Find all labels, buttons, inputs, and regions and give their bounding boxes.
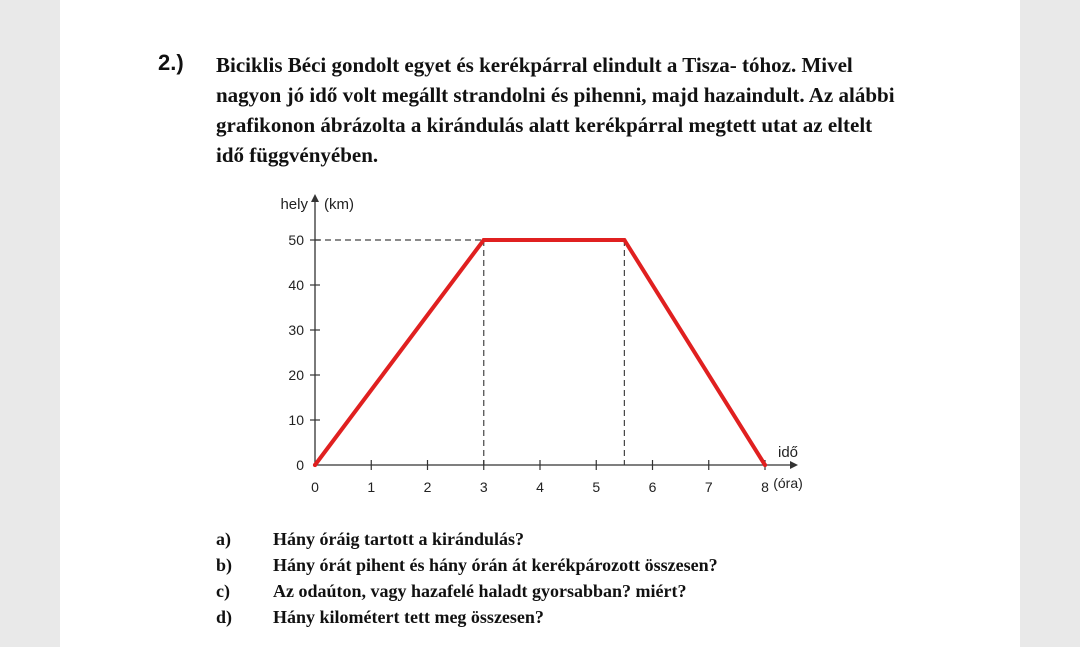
y-axis-unit: (km): [324, 196, 354, 213]
y-tick-label: 20: [288, 367, 304, 383]
data-point: [313, 463, 317, 467]
x-tick-label: 2: [423, 479, 432, 495]
y-tick-label: 40: [288, 277, 304, 293]
x-tick-label: 1: [367, 479, 376, 495]
problem-number: 2.): [158, 50, 184, 75]
distance-time-chart: [260, 185, 860, 505]
x-tick-label: 7: [704, 479, 713, 495]
y-axis-arrow: [311, 194, 319, 202]
x-axis-unit: (óra): [773, 475, 803, 491]
problem-line: nagyon jó idő volt megállt strandolni és pihenni, majd hazaindult. Az alábbi: [216, 83, 895, 107]
problem-line: idő függvényében.: [216, 143, 379, 167]
series-line: [315, 240, 765, 465]
x-tick-label: 5: [592, 479, 601, 495]
x-axis-label: idő: [777, 444, 799, 461]
problem-line: grafikonon ábrázolta a kirándulás alatt kerékpárral megtett utat az eltelt: [216, 113, 873, 137]
x-tick-label: 3: [479, 479, 488, 495]
data-point: [622, 238, 626, 242]
data-point: [763, 463, 767, 467]
x-tick-label: 8: [761, 479, 769, 495]
question-label: b): [216, 555, 233, 575]
problem-line: Biciklis Béci gondolt egyet és kerékpárral elindult a Tisza- tóhoz. Mivel: [216, 53, 853, 77]
question-text: Hány órát pihent és hány órán át kerékpározott összesen?: [273, 555, 718, 575]
y-tick-label: 10: [288, 412, 304, 428]
x-axis-arrow: [790, 461, 798, 469]
x-tick-label: 6: [648, 479, 657, 495]
problem-statement: [216, 50, 976, 170]
question-text: Az odaúton, vagy hazafelé haladt gyorsabban? miért?: [273, 581, 687, 601]
question-label: c): [216, 581, 230, 601]
data-point: [482, 238, 486, 242]
question-label: a): [216, 529, 231, 549]
y-tick-label: 30: [288, 322, 304, 338]
y-tick-label: 0: [296, 457, 304, 473]
question-label: d): [216, 607, 233, 627]
y-axis-label: hely: [280, 196, 308, 213]
question-text: Hány óráig tartott a kirándulás?: [273, 529, 525, 549]
x-tick-label: 0: [311, 479, 319, 495]
question-text: Hány kilométert tett meg összesen?: [273, 607, 544, 627]
y-tick-label: 50: [288, 232, 304, 248]
x-tick-label: 4: [536, 479, 544, 495]
